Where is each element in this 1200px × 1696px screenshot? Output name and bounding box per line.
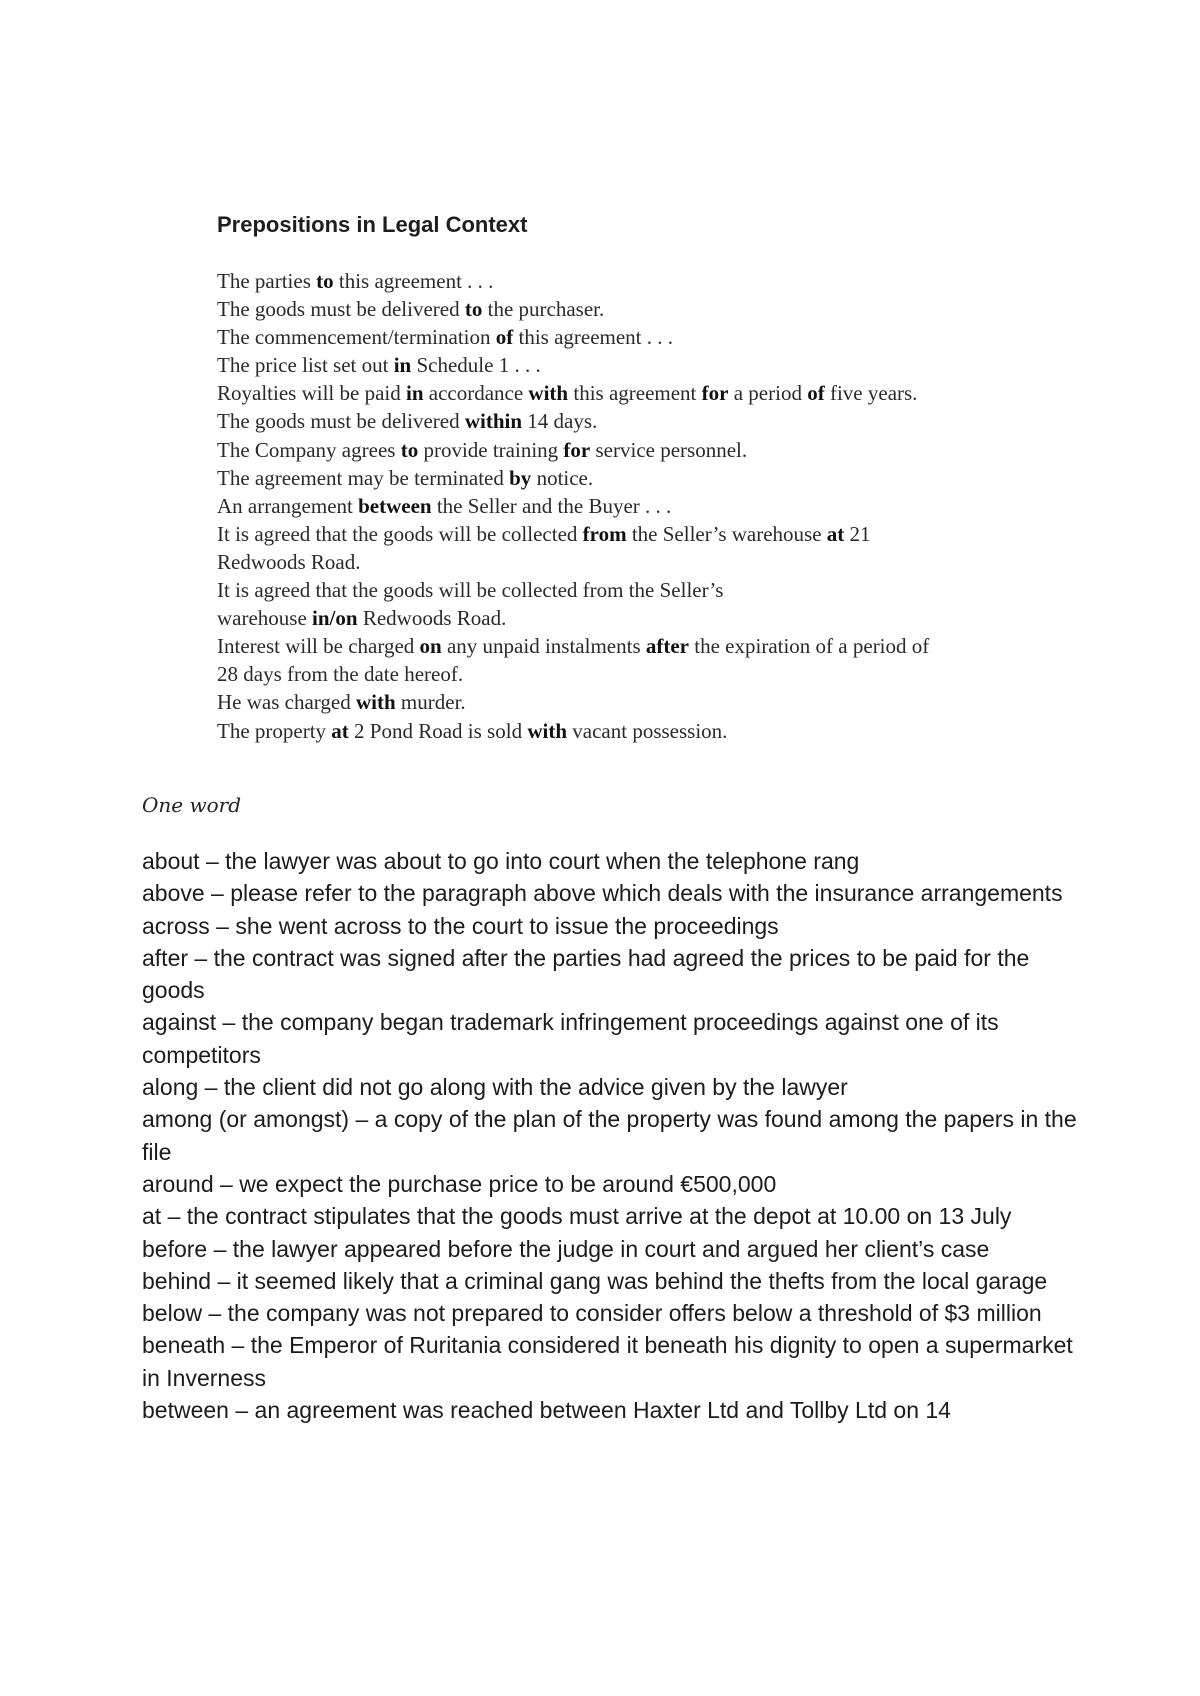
word-entry: above – please refer to the paragraph above which deals with the insurance arrangements [142, 880, 1063, 907]
example-line [217, 464, 1117, 492]
word-entry: before – the lawyer appeared before the judge in court and argued her client’s case [142, 1235, 990, 1262]
example-text: He was charged [217, 690, 356, 715]
example-text: accordance [423, 381, 529, 406]
word-entry: among (or amongst) – a copy of the plan of the property was found among the papers in the file [142, 1106, 1077, 1165]
example-text: 28 days from the date hereof. [217, 662, 464, 687]
example-text: warehouse [217, 606, 313, 631]
word-entry: across – she went across to the court to issue the proceedings [142, 912, 779, 939]
example-line [217, 520, 1117, 548]
example-text: It is agreed that the goods will be collected from the Seller’s [217, 578, 724, 603]
word-entry: beneath – the Emperor of Ruritania considered it beneath his dignity to open a supermarket in Inverness [142, 1332, 1073, 1391]
preposition-highlight: at [826, 521, 845, 546]
preposition-highlight: for [563, 437, 591, 462]
word-entry: at – the contract stipulates that the goods must arrive at the depot at 10.00 on 13 July [142, 1203, 1012, 1230]
example-text: The parties [217, 269, 317, 293]
example-line [217, 379, 1117, 407]
example-text: provide training [418, 437, 564, 462]
example-line [217, 295, 1117, 323]
preposition-highlight: within [464, 409, 523, 434]
example-text: The price list set out [217, 353, 394, 378]
example-text: this agreement [568, 381, 702, 406]
word-entry: along – the client did not go along with the advice given by the lawyer [142, 1074, 848, 1101]
example-text: five years. [824, 381, 918, 406]
preposition-highlight: at [331, 718, 349, 743]
example-text: the expiration of a period of [689, 634, 930, 659]
example-text: The commencement/termination [217, 325, 496, 350]
word-entry: behind – it seemed likely that a criminal gang was behind the thefts from the local garage [142, 1267, 1048, 1294]
example-text: The goods must be delivered [217, 409, 465, 434]
example-line [217, 407, 1117, 435]
example-text: murder. [395, 690, 466, 715]
example-text: The Company agrees [217, 437, 401, 462]
preposition-highlight: with [528, 381, 569, 406]
section-heading: One word [142, 793, 241, 817]
example-text: 2 Pond Road is sold [348, 718, 528, 743]
preposition-highlight: in [405, 381, 424, 406]
word-entry: after – the contract was signed after the parties had agreed the prices to be paid for the goods [142, 944, 1030, 1004]
preposition-highlight: for [701, 381, 729, 406]
example-text: 21 [844, 521, 871, 546]
preposition-highlight: with [355, 690, 396, 715]
example-text: 14 days. [522, 409, 598, 434]
preposition-highlight: to [400, 437, 419, 462]
example-text: The property [217, 718, 332, 743]
example-text: Interest will be charged [217, 634, 420, 659]
preposition-highlight: to [316, 269, 334, 293]
example-sentences [217, 267, 1117, 745]
example-line [217, 351, 1117, 379]
preposition-highlight: with [527, 718, 568, 743]
example-line [217, 267, 1117, 295]
example-line [217, 632, 1117, 660]
example-text: Royalties will be paid [217, 381, 406, 406]
preposition-highlight: by [509, 465, 532, 490]
word-entry: against – the company began trademark infringement proceedings against one of its competitors [142, 1009, 999, 1068]
preposition-highlight: in [393, 353, 412, 378]
example-line [217, 492, 1117, 520]
example-text: Redwoods Road. [357, 606, 507, 631]
example-line [217, 576, 1117, 604]
example-text: the purchaser. [482, 297, 605, 322]
example-text: this agreement . . . [333, 269, 494, 293]
preposition-highlight: of [807, 381, 825, 406]
example-text: Redwoods Road. [217, 549, 361, 574]
example-text: The goods must be delivered [217, 297, 465, 322]
word-entry: about – the lawyer was about to go into court when the telephone rang [142, 848, 860, 874]
word-entry: between – an agreement was reached between Haxter Ltd and Tollby Ltd on 14 [142, 1397, 951, 1424]
example-text: the Seller’s warehouse [626, 521, 827, 546]
example-text: the Seller and the Buyer . . . [431, 493, 672, 518]
example-line [217, 436, 1117, 464]
example-text: vacant possession. [567, 718, 728, 743]
preposition-highlight: after [645, 634, 690, 659]
word-entry: around – we expect the purchase price to be around €500,000 [142, 1170, 777, 1197]
example-line [217, 548, 1117, 576]
example-text: this agreement . . . [513, 325, 674, 350]
word-list [142, 845, 1082, 1426]
example-text: The agreement may be terminated [217, 465, 510, 490]
preposition-highlight: of [495, 325, 514, 350]
example-line [217, 688, 1117, 716]
page-title: Prepositions in Legal Context [217, 212, 528, 237]
example-text: Schedule 1 . . . [411, 353, 541, 378]
preposition-highlight: between [358, 493, 432, 518]
example-text: a period [728, 381, 808, 406]
preposition-highlight: from [582, 521, 627, 546]
example-line [217, 717, 1117, 745]
preposition-highlight: to [464, 297, 483, 322]
example-text: service personnel. [590, 437, 748, 462]
example-text: An arrangement [217, 493, 359, 518]
example-text: It is agreed that the goods will be collected [217, 521, 583, 546]
example-line [217, 323, 1117, 351]
example-text: notice. [531, 465, 594, 490]
preposition-highlight: on [419, 634, 442, 659]
example-line [217, 660, 1117, 688]
preposition-highlight: in/on [312, 606, 358, 631]
example-line [217, 604, 1117, 632]
example-text: any unpaid instalments [441, 634, 646, 659]
word-entry: below – the company was not prepared to consider offers below a threshold of $3 million [142, 1300, 1042, 1327]
